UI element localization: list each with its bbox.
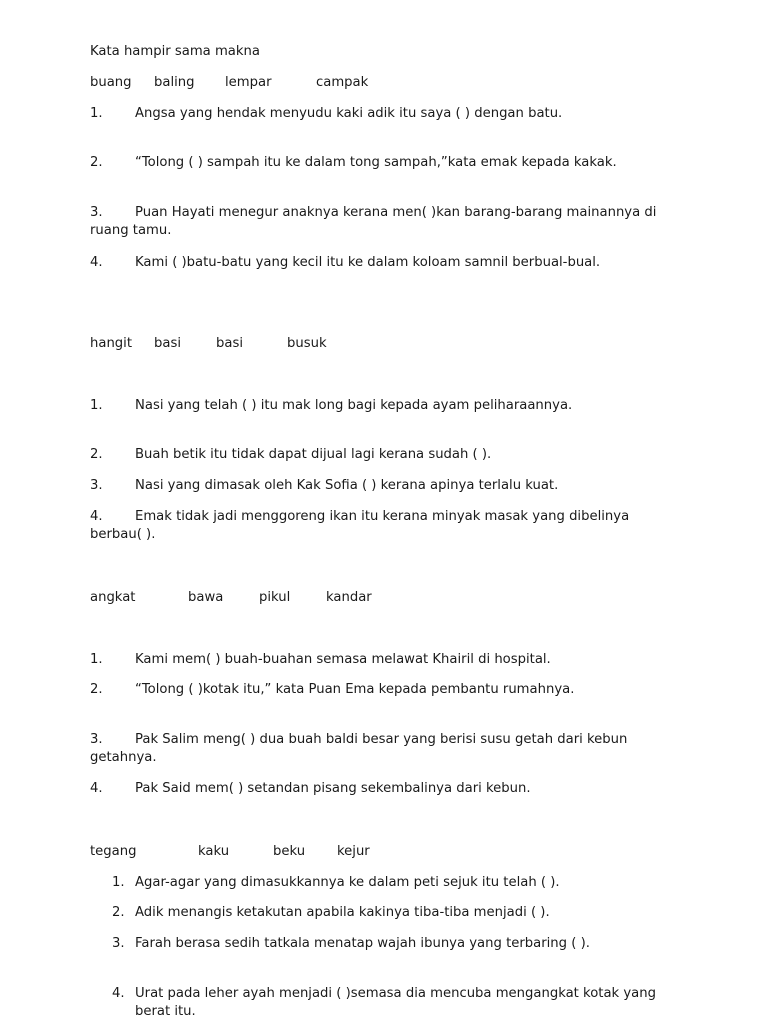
list-item: [90, 904, 680, 922]
question-text: Puan Hayati menegur anaknya kerana men( )kan barang-barang mainannya di ruang tamu.: [90, 205, 657, 238]
question-item: [90, 397, 680, 415]
question-number: 4.: [90, 509, 103, 524]
question-text: Nasi yang dimasak oleh Kak Sofia ( ) kerana apinya terlalu kuat.: [135, 478, 559, 493]
question-item: [90, 254, 680, 272]
question-text: Angsa yang hendak menyudu kaki adik itu saya ( ) dengan batu.: [135, 106, 563, 121]
question-text: Pak Said mem( ) setandan pisang sekembalinya dari kebun.: [135, 781, 531, 796]
question-number: 3.: [90, 732, 103, 747]
question-number: 1.: [90, 652, 103, 667]
question-text: Kami ( )batu-batu yang kecil itu ke dalam koloam samnil berbual-bual.: [135, 255, 601, 270]
question-number: 3.: [90, 478, 103, 493]
question-text: Farah berasa sedih tatkala menatap wajah ibunya yang terbaring ( ).: [135, 936, 590, 951]
list-item: [90, 985, 680, 1021]
word-bank-word: hangit: [90, 336, 133, 351]
question-item: [90, 508, 680, 544]
question-text: Agar-agar yang dimasukkannya ke dalam peti sejuk itu telah ( ).: [135, 875, 560, 890]
question-item: [90, 780, 680, 798]
question-item: [90, 154, 680, 172]
word-bank-2: [90, 335, 327, 443]
word-bank-word: basi: [154, 336, 181, 351]
word-bank-word: kandar: [326, 590, 372, 605]
word-bank-word: angkat: [90, 590, 136, 605]
question-number: 2.: [90, 155, 103, 170]
question-text: Buah betik itu tidak dapat dijual lagi kerana sudah ( ).: [135, 447, 492, 462]
question-number: 4.: [112, 986, 125, 1001]
question-item: [90, 446, 680, 464]
question-number: 4.: [90, 255, 103, 270]
question-text: Pak Salim meng( ) dua buah baldi besar yang berisi susu getah dari kebun getahnya.: [90, 732, 628, 765]
question-text: “Tolong ( )kotak itu,” kata Puan Ema kepada pembantu rumahnya.: [135, 682, 575, 697]
page-title: Kata hampir sama makna: [90, 44, 260, 59]
word-bank-word: campak: [316, 75, 369, 90]
word-bank-word: beku: [273, 844, 306, 859]
question-number: 2.: [90, 682, 103, 697]
question-number: 1.: [90, 106, 103, 121]
question-number: 3.: [90, 205, 103, 220]
question-text: Kami mem( ) buah-buahan semasa melawat Khairil di hospital.: [135, 652, 551, 667]
question-text: Adik menangis ketakutan apabila kakinya tiba-tiba menjadi ( ).: [135, 905, 550, 920]
question-item: [90, 681, 680, 699]
question-number: 1.: [112, 875, 125, 890]
word-bank-word: busuk: [287, 336, 327, 351]
question-item: [90, 477, 680, 495]
word-bank-word: baling: [154, 75, 195, 90]
word-bank-word: tegang: [90, 844, 137, 859]
question-number: 4.: [90, 781, 103, 796]
question-item: [90, 204, 680, 240]
word-bank-word: kejur: [337, 844, 370, 859]
word-bank-word: basi: [216, 336, 243, 351]
question-item: [90, 731, 680, 767]
word-bank-word: kaku: [198, 844, 230, 859]
word-bank-word: lempar: [225, 75, 272, 90]
question-text: Nasi yang telah ( ) itu mak long bagi kepada ayam peliharaannya.: [135, 398, 573, 413]
question-text: Urat pada leher ayah menjadi ( )semasa dia mencuba mengangkat kotak yang berat itu.: [135, 986, 656, 1019]
question-number: 2.: [112, 905, 125, 920]
question-item: [90, 651, 680, 669]
question-text: Emak tidak jadi menggoreng ikan itu kerana minyak masak yang dibelinya berbau( ).: [90, 509, 630, 542]
question-number: 1.: [90, 398, 103, 413]
list-item: [90, 935, 680, 953]
question-number: 2.: [90, 447, 103, 462]
question-text: “Tolong ( ) sampah itu ke dalam tong sampah,”kata emak kepada kakak.: [135, 155, 617, 170]
word-bank-word: buang: [90, 75, 132, 90]
word-bank-word: bawa: [188, 590, 224, 605]
question-number: 3.: [112, 936, 125, 951]
word-bank-word: pikul: [259, 590, 291, 605]
list-item: [90, 874, 680, 892]
question-item: [90, 105, 680, 123]
